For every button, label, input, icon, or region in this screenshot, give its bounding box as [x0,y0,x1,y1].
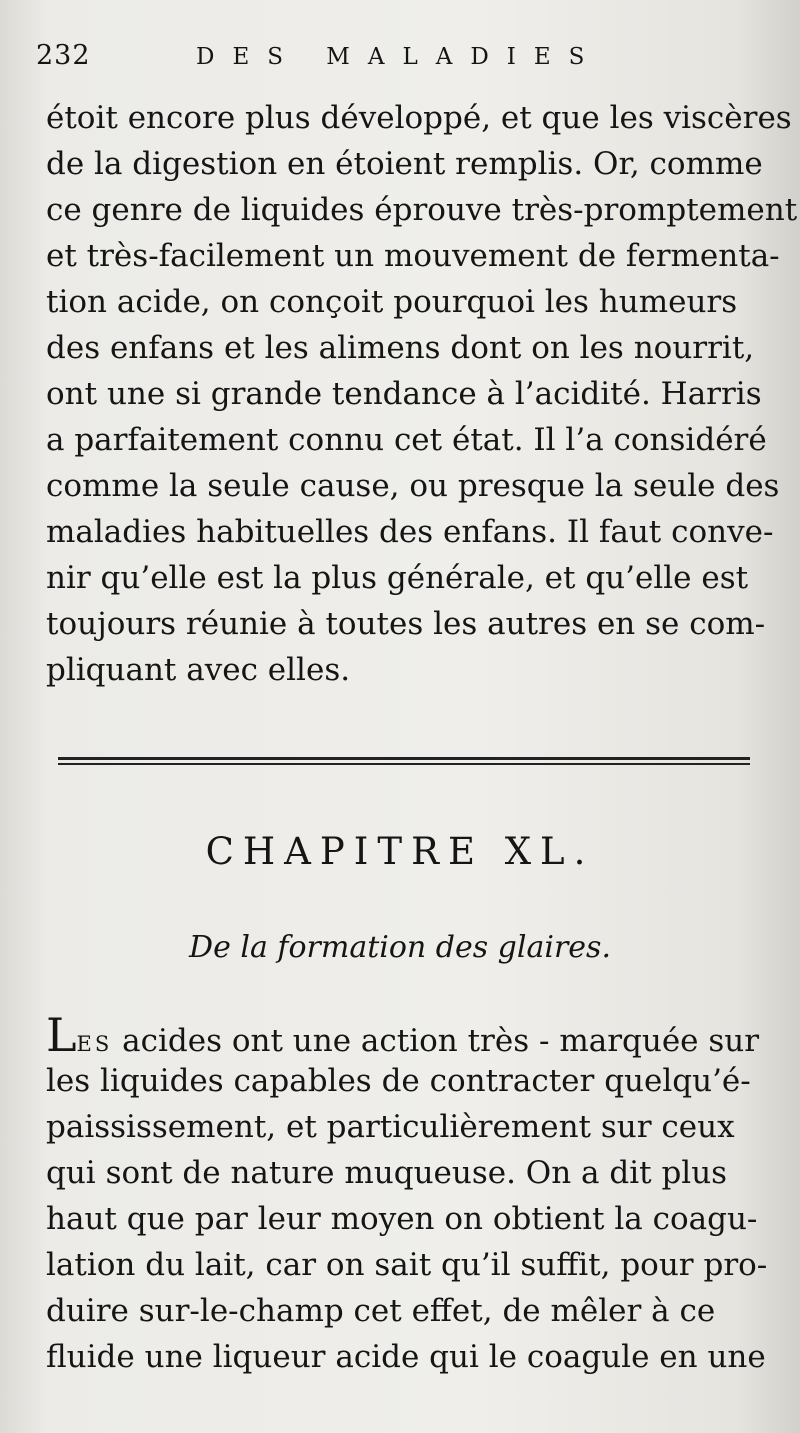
text-line: tion acide, on conçoit pourquoi les humeurs [46,284,738,320]
text-line-first [46,1008,760,1062]
text-line: des enfans et les alimens dont on les nourrit, [46,330,755,366]
text-line: a parfaitement connu cet état. Il l’a considéré [46,422,767,458]
page-header [36,40,776,80]
text-line: étoit encore plus développé, et que les viscères [46,100,792,136]
chapter-title: CHAPITRE XL. [205,830,595,873]
first-line-rest: acides ont une action très - marquée sur [112,1023,760,1059]
text-line: duire sur-le-champ cet effet, de mêler à ce [46,1293,716,1329]
text-line: ont une si grande tendance à l’acidité. Harris [46,376,762,412]
small-caps: ES [76,1032,113,1056]
text-line: toujours réunie à toutes les autres en se com- [46,606,766,642]
section-divider [58,757,750,765]
text-line: qui sont de nature muqueuse. On a dit plus [46,1155,728,1191]
text-line: ce genre de liquides éprouve très-promptement [46,192,798,228]
text-line: les liquides capables de contracter quelqu’é- [46,1063,751,1099]
text-line: comme la seule cause, ou presque la seule des [46,468,780,504]
text-line: lation du lait, car on sait qu’il suffit, pour pro- [46,1247,768,1283]
page-number: 232 [36,40,91,71]
text-line: et très-facilement un mouvement de fermenta- [46,238,780,274]
upper-paragraph [46,95,798,693]
text-line: paississement, et particulièrement sur ceux [46,1109,735,1145]
text-line: haut que par leur moyen on obtient la coagu- [46,1201,758,1237]
drop-cap: L [46,1008,77,1062]
text-line: maladies habituelles des enfans. Il faut conve- [46,514,774,550]
text-line: pliquant avec elles. [46,652,351,688]
text-line: nir qu’elle est la plus générale, et qu’elle est [46,560,749,596]
running-head: DES MALADIES [196,44,603,70]
chapter-subtitle: De la formation des glaires. [189,930,611,965]
text-line: fluide une liqueur acide qui le coagule en une [46,1339,766,1375]
text-line: de la digestion en étoient remplis. Or, comme [46,146,763,182]
lower-paragraph [46,1008,768,1380]
